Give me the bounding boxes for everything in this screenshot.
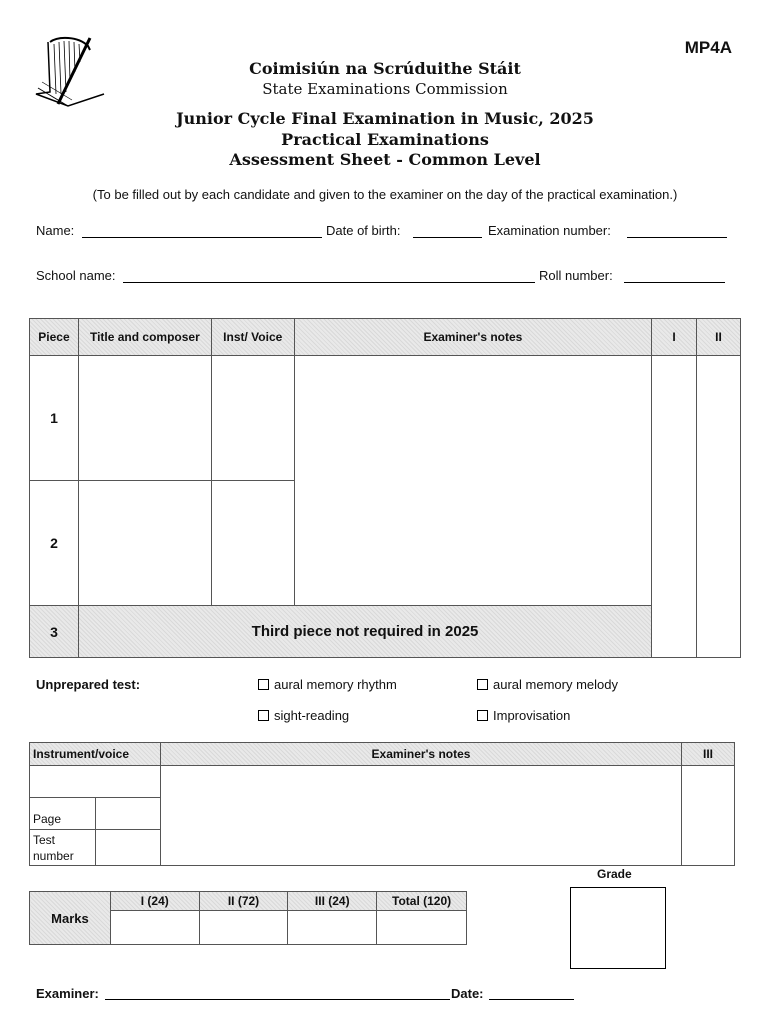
third-piece-note: Third piece not required in 2025 [78,606,651,658]
instrument-voice-header: Instrument/voice [30,743,161,766]
org-english-name: State Examinations Commission [262,80,508,98]
name-field[interactable] [82,237,322,238]
roll-field[interactable] [624,282,725,283]
exam-number-label: Examination number: [488,223,611,238]
mark-ii-header: II [697,319,741,356]
grade-box[interactable] [570,887,666,969]
instruction-text: (To be filled out by each candidate and given to the examiner on the day of the practical examination.) [92,187,678,202]
title-line-2: Practical Examinations [281,130,489,149]
piece-header: Piece [30,319,79,356]
roll-label: Roll number: [539,268,613,283]
option-sight-reading[interactable] [258,708,349,723]
instrument-table [29,742,735,866]
piece-number: 3 [30,606,79,658]
option-aural-rhythm[interactable] [258,677,397,692]
pieces-header-row [30,319,741,356]
title-composer-cell[interactable] [78,481,211,606]
page-label: Page [30,798,96,830]
marks-header-row [30,892,467,911]
marks-total-cell[interactable] [377,911,467,945]
mark-i-header: I [652,319,697,356]
examiner-field[interactable] [105,999,450,1000]
option-label: Improvisation [493,708,571,723]
marks-col-ii: II (72) [199,892,288,911]
piece-number: 1 [30,356,79,481]
marks-ii-cell[interactable] [199,911,288,945]
grade-label: Grade [597,867,632,881]
mark-iii-header: III [682,743,735,766]
inst-voice-cell[interactable] [211,481,294,606]
marks-table [29,891,467,945]
inst-voice-cell[interactable] [211,356,294,481]
option-aural-melody[interactable] [477,677,618,692]
checkbox-icon[interactable] [258,710,269,721]
name-label: Name: [36,223,75,238]
exam-number-field[interactable] [627,237,727,238]
piece-row-1 [30,356,741,481]
instrument-voice-cell[interactable] [30,766,161,798]
piece-row-3 [30,606,741,658]
examiner-notes-header: Examiner's notes [294,319,651,356]
mark-ii-cell[interactable] [697,356,741,658]
examiner-notes-cell[interactable] [160,766,681,866]
option-improvisation[interactable] [477,708,570,723]
instrument-row [30,766,735,798]
pieces-table [29,318,741,658]
title-line-1: Junior Cycle Final Examination in Music, 2025 [176,109,594,128]
title-composer-cell[interactable] [78,356,211,481]
instrument-header-row [30,743,735,766]
piece-number: 2 [30,481,79,606]
date-field[interactable] [489,999,574,1000]
dob-label: Date of birth: [326,223,401,238]
mark-iii-cell[interactable] [682,766,735,866]
marks-label: Marks [30,892,111,945]
option-label: aural memory melody [493,677,618,692]
checkbox-icon[interactable] [258,679,269,690]
school-field[interactable] [123,282,535,283]
test-number-cell[interactable] [95,830,160,866]
title-composer-header: Title and composer [78,319,211,356]
marks-col-iii: III (24) [288,892,377,911]
marks-iii-cell[interactable] [288,911,377,945]
examiner-label: Examiner: [36,986,99,1001]
examiner-notes-header: Examiner's notes [160,743,681,766]
dob-field[interactable] [413,237,482,238]
school-label: School name: [36,268,116,283]
form-code: MP4A [684,38,732,57]
date-label: Date: [451,986,484,1001]
test-number-label: Test number [30,830,96,866]
marks-i-cell[interactable] [110,911,199,945]
option-label: aural memory rhythm [274,677,397,692]
checkbox-icon[interactable] [477,679,488,690]
unprepared-label: Unprepared test: [36,677,141,692]
org-irish-name: Coimisiún na Scrúduithe Stáit [249,59,521,78]
examiner-notes-cell[interactable] [294,356,651,606]
page-cell[interactable] [95,798,160,830]
marks-col-i: I (24) [110,892,199,911]
marks-col-total: Total (120) [377,892,467,911]
title-line-3: Assessment Sheet - Common Level [229,150,541,169]
checkbox-icon[interactable] [477,710,488,721]
option-label: sight-reading [274,708,350,723]
mark-i-cell[interactable] [652,356,697,658]
inst-voice-header: Inst/ Voice [211,319,294,356]
